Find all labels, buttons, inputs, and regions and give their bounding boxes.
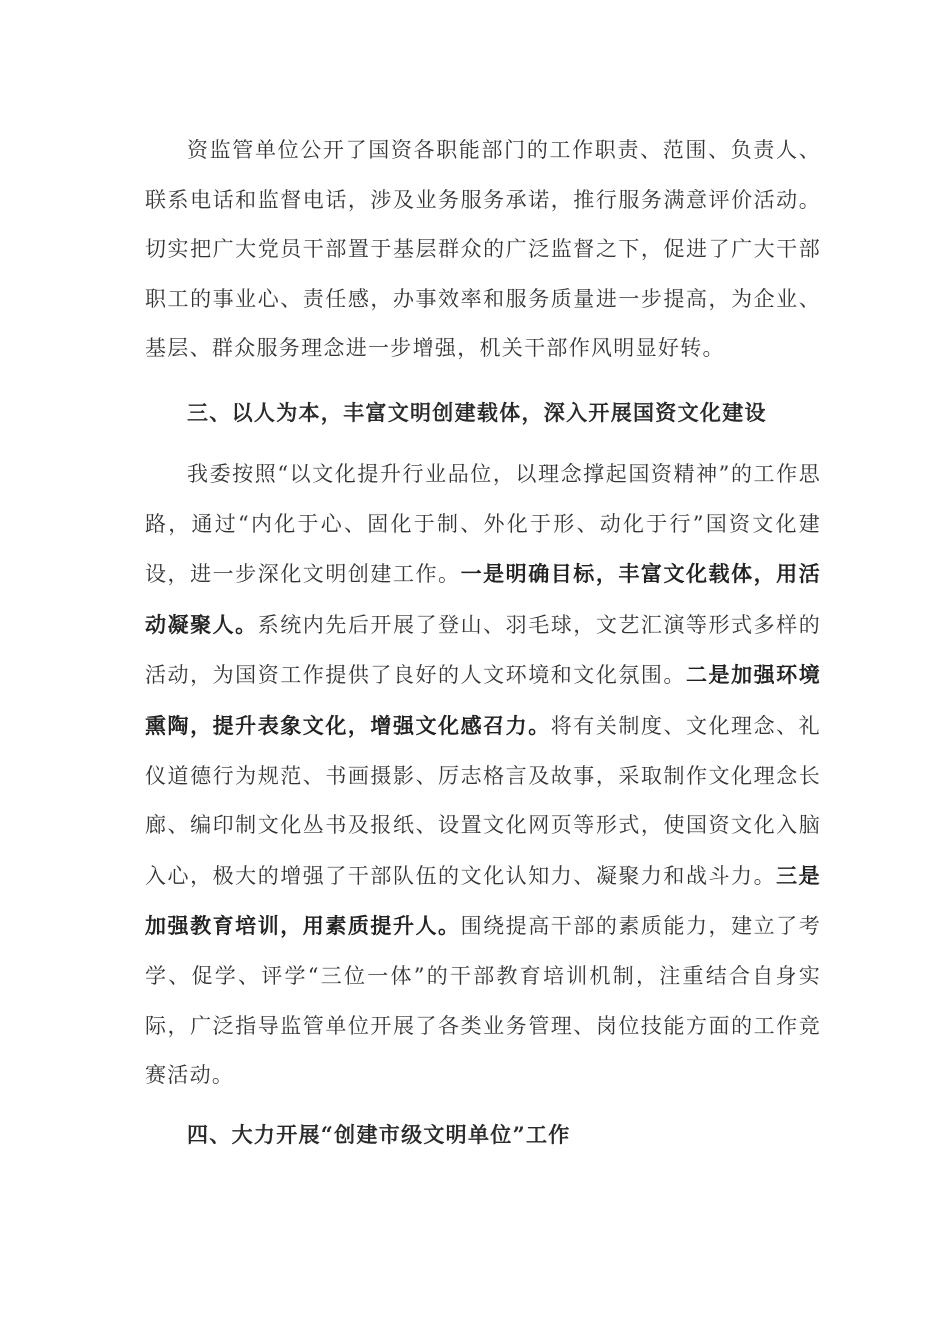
point-1-title: 一是明确目标，丰富文化载体，用活动凝聚人。 bbox=[145, 561, 821, 637]
body-paragraph: 资监管单位公开了国资各职能部门的工作职责、范围、负责人、联系电话和监督电话，涉及业务服务承诺，推行服务满意评价活动。切实把广大党员干部置于基层群众的广泛监督之下，促进了广大干部职工的事业心、责任感，办事效率和服务质量进一步提高，为企业、基层、群众服务理念进一步增强，机关干部作风明显好转。 bbox=[145, 138, 821, 361]
section-heading-4: 四、大力开展“创建市级文明单位”工作 bbox=[187, 1122, 571, 1147]
paragraph-intro: 我委按照“以文化提升行业品位，以理念撑起国资精神”的工作思路，通过“内化于心、固化于制、外化于形、动化于行”国资文化建设，进一步深化文明创建工作。 bbox=[145, 462, 821, 587]
point-2-title: 二是加强环境熏陶，提升表象文化，增强文化感召力。 bbox=[145, 662, 821, 738]
point-1-body: 系统内先后开展了登山、羽毛球，文艺汇演等形式多样的活动，为国资工作提供了良好的人文环境和文化氛围。 bbox=[145, 612, 822, 688]
point-3-title: 三是加强教育培训，用素质提升人。 bbox=[145, 862, 821, 939]
body-paragraph-culture bbox=[145, 450, 821, 1101]
section-heading-3: 三、以人为本，丰富文明创建载体，深入开展国资文化建设 bbox=[187, 400, 767, 425]
point-3-body: 围绕提高干部的素质能力，建立了考学、促学、评学“三位一体”的干部教育培训机制，注重结合自身实际，广泛指导监管单位开展了各类业务管理、岗位技能方面的工作竞赛活动。 bbox=[145, 914, 821, 1088]
point-2-body: 将有关制度、文化理念、礼仪道德行为规范、书画摄影、厉志格言及故事，采取制作文化理念长廊、编印制文化丛书及报纸、设置文化网页等形式，使国资文化入脑入心，极大的增强了干部队伍的文化认知力、凝聚力和战斗力。 bbox=[145, 713, 821, 888]
